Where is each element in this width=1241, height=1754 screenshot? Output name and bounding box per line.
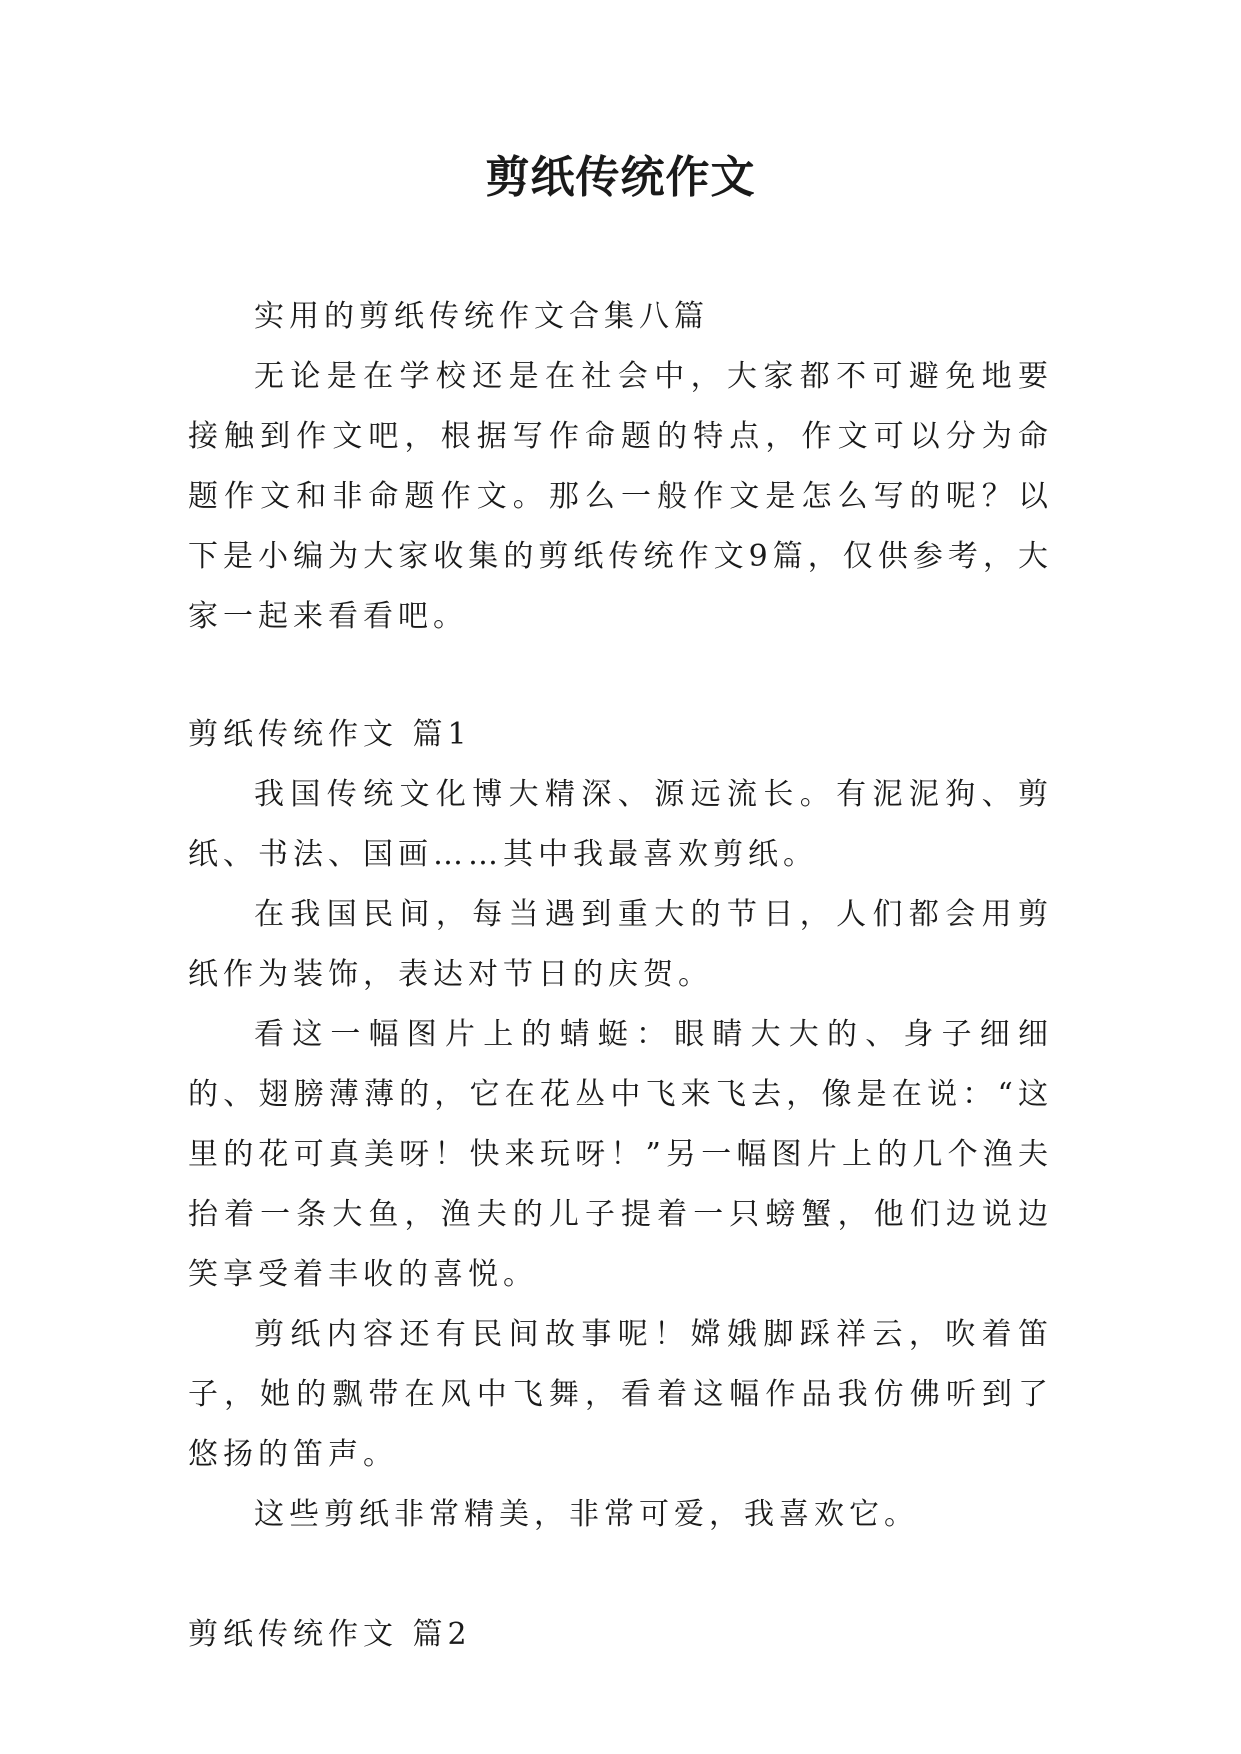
section-paragraph: 我国传统文化博大精深、源远流长。有泥泥狗、剪纸、书法、国画……其中我最喜欢剪纸。 [188, 777, 1053, 872]
section-heading: 剪纸传统作文 篇2 [188, 1617, 472, 1652]
section-paragraph: 这些剪纸非常精美，非常可爱，我喜欢它。 [254, 1497, 919, 1532]
essay-section-2 [188, 1605, 1053, 1665]
intro-paragraph: 无论是在学校还是在社会中，大家都不可避免地要接触到作文吧，根据写作命题的特点，作文可以分为命题作文和非命题作文。那么一般作文是怎么写的呢？以下是小编为大家收集的剪纸传统作文9篇，仅供参考，大家一起来看看吧。 [188, 359, 1053, 634]
document-subtitle: 实用的剪纸传统作文合集八篇 [254, 299, 709, 334]
section-paragraph: 剪纸内容还有民间故事呢！嫦娥脚踩祥云，吹着笛子，她的飘带在风中飞舞，看着这幅作品我仿佛听到了悠扬的笛声。 [188, 1317, 1053, 1472]
section-paragraph: 看这一幅图片上的蜻蜓：眼睛大大的、身子细细的、翅膀薄薄的，它在花丛中飞来飞去，像是在说：“这里的花可真美呀！快来玩呀！”另一幅图片上的几个渔夫抬着一条大鱼，渔夫的儿子提着一只螃蟹，他们边说边笑享受着丰收的喜悦。 [188, 1017, 1053, 1292]
essay-section-1 [188, 705, 1053, 1545]
document-title: 剪纸传统作文 [485, 152, 756, 203]
spacer [188, 647, 1053, 705]
section-heading: 剪纸传统作文 篇1 [188, 717, 472, 752]
document-body [188, 287, 1053, 1665]
spacer [188, 1545, 1053, 1605]
section-paragraph: 在我国民间，每当遇到重大的节日，人们都会用剪纸作为装饰，表达对节日的庆贺。 [188, 897, 1053, 992]
